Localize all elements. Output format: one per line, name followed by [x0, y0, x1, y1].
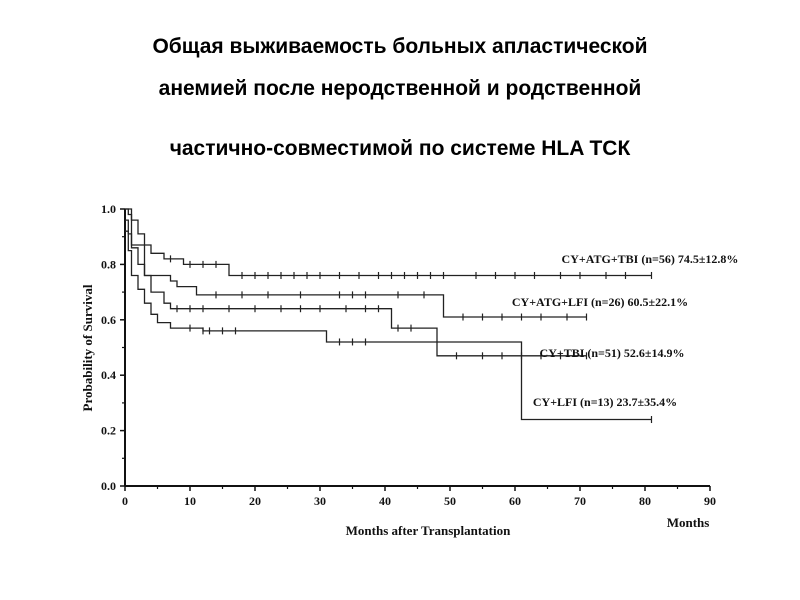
x-tick-label: 0	[122, 494, 128, 508]
x-tick-label: 90	[704, 494, 716, 508]
series-label-3: CY+LFI (n=13) 23.7±35.4%	[532, 395, 678, 409]
y-axis-title: Probability of Survival	[80, 284, 95, 412]
x-tick-label: 30	[314, 494, 326, 508]
y-tick-label: 0.8	[101, 257, 116, 272]
x-tick-label: 10	[184, 494, 196, 508]
y-tick-label: 1.0	[101, 202, 116, 216]
y-tick-label: 0.0	[101, 479, 116, 493]
slide-title-line-1: Общая выживаемость больных апластической	[152, 35, 648, 58]
slide-title-line-2: анемией после неродственной и родственной	[158, 77, 642, 100]
x-tick-label: 80	[639, 494, 651, 508]
series-line-2	[125, 220, 587, 356]
x-tick-label: 60	[509, 494, 521, 508]
chart-series-group	[125, 209, 652, 423]
y-tick-label: 0.6	[101, 312, 116, 327]
series-label-0: CY+ATG+TBI (n=56) 74.5±12.8%	[561, 252, 739, 266]
x-axis-unit: Months	[666, 515, 710, 530]
series-label-1: CY+ATG+LFI (n=26) 60.5±22.1%	[511, 295, 689, 309]
y-tick-label: 0.4	[101, 368, 116, 383]
slide-title-line-3: частично-совместимой по системе HLA ТСК	[169, 137, 631, 160]
y-tick-label: 0.2	[101, 423, 116, 438]
x-tick-label: 40	[379, 494, 391, 508]
x-axis-title: Months after Transplantation	[345, 523, 511, 538]
series-label-2: CY+TBI (n=51) 52.6±14.9%	[539, 346, 685, 360]
x-tick-label: 70	[574, 494, 586, 508]
x-tick-label: 50	[444, 494, 456, 508]
x-tick-label: 20	[249, 494, 261, 508]
